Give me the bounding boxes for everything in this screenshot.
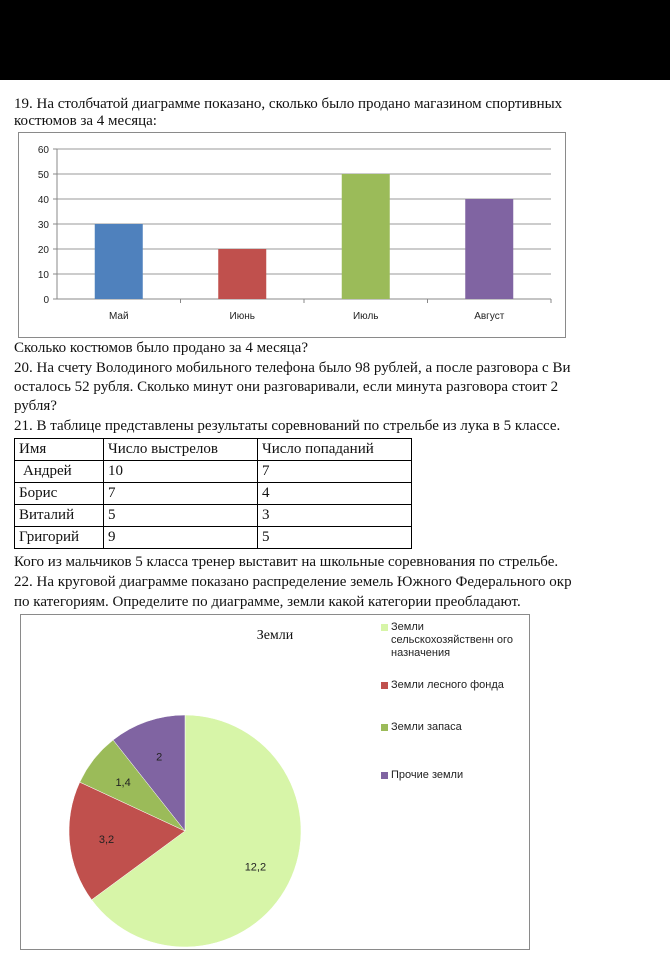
legend-label: Земли запаса	[391, 721, 462, 733]
y-tick-label: 50	[37, 170, 49, 181]
q20-line1: 20. На счету Володиного мобильного телефона было 98 рублей, а после разговора с Ви	[14, 360, 571, 376]
x-tick-label: Июль	[352, 311, 379, 322]
q19-question: Сколько костюмов было продано за 4 месяца?	[14, 340, 308, 356]
legend-swatch	[381, 624, 388, 631]
y-tick-label: 0	[43, 295, 49, 306]
table-row	[15, 505, 412, 527]
table-row	[15, 461, 412, 483]
pie-chart	[20, 614, 530, 950]
q20-line3: рубля?	[14, 398, 57, 414]
cell-hits: 7	[258, 461, 412, 483]
q19-line2: костюмов за 4 месяца:	[14, 113, 157, 129]
bar-2	[218, 249, 266, 299]
q22-line1: 22. На круговой диаграмме показано распределение земель Южного Федерального окр	[14, 574, 572, 590]
pie-value-label: 1,4	[115, 777, 131, 790]
cell-hits: 3	[258, 505, 412, 527]
cell-name: Андрей	[15, 461, 104, 483]
legend-label: Земли сельскохозяйственн ого назначения	[391, 621, 513, 659]
y-tick-label: 10	[37, 270, 49, 281]
cell-shots: 5	[104, 505, 258, 527]
cell-name: Григорий	[15, 527, 104, 549]
bar-chart-svg	[19, 133, 565, 337]
y-tick-label: 20	[37, 245, 49, 256]
pie-legend	[381, 621, 521, 821]
cell-name: Борис	[15, 483, 104, 505]
legend-swatch	[381, 682, 388, 689]
x-tick-label: Июнь	[229, 311, 255, 322]
table-header-row	[15, 439, 412, 461]
legend-label: Прочие земли	[391, 769, 464, 781]
cell-hits: 4	[258, 483, 412, 505]
cell-shots: 9	[104, 527, 258, 549]
pie-title: Земли	[256, 628, 294, 643]
header-hits: Число попаданий	[258, 439, 412, 461]
cell-shots: 10	[104, 461, 258, 483]
header-shots: Число выстрелов	[104, 439, 258, 461]
q21-question: Кого из мальчиков 5 класса тренер выставит на школьные соревнования по стрельбе.	[14, 554, 559, 570]
header-name: Имя	[15, 439, 104, 461]
y-tick-label: 40	[37, 195, 49, 206]
cell-name: Виталий	[15, 505, 104, 527]
cell-shots: 7	[104, 483, 258, 505]
q21-intro: 21. В таблице представлены результаты соревнований по стрельбе из лука в 5 классе.	[14, 418, 561, 434]
x-tick-label: Август	[474, 311, 505, 322]
worksheet-page	[0, 80, 670, 962]
table-row	[15, 527, 412, 549]
legend-label: Земли лесного фонда	[391, 679, 504, 691]
q22-line2: по категориям. Определите по диаграмме, земли какой категории преобладают.	[14, 594, 521, 610]
pie-value-label: 12,2	[244, 861, 267, 874]
pie-value-label: 3,2	[98, 833, 115, 846]
q20-line2: осталось 52 рубля. Сколько минут они разговаривали, если минута разговора стоит 2	[14, 379, 559, 395]
bar-chart	[18, 132, 566, 338]
bar-1	[95, 224, 143, 299]
x-tick-label: Май	[108, 311, 129, 322]
table-row	[15, 483, 412, 505]
pie-value-label: 2	[156, 751, 163, 764]
y-tick-label: 60	[37, 145, 49, 156]
bar-4	[465, 199, 513, 299]
cell-hits: 5	[258, 527, 412, 549]
legend-swatch	[381, 772, 388, 779]
legend-swatch	[381, 724, 388, 731]
bar-3	[342, 174, 390, 299]
q19-line1: 19. На столбчатой диаграмме показано, сколько было продано магазином спортивных	[14, 96, 563, 112]
results-table	[14, 438, 412, 549]
y-tick-label: 30	[37, 220, 49, 231]
